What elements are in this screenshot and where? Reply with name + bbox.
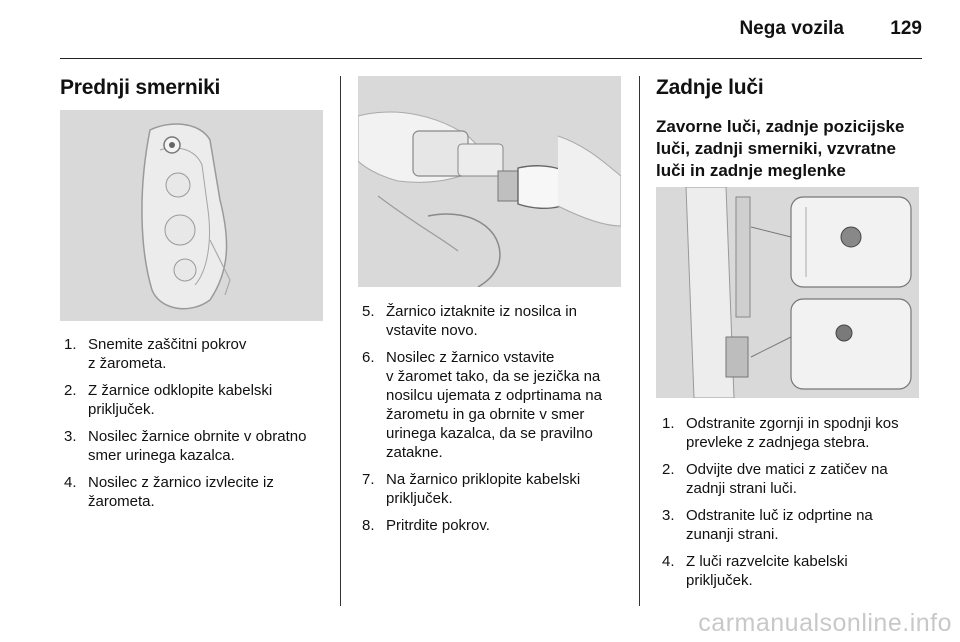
step-text: zatakne. bbox=[386, 444, 443, 461]
column-divider-right bbox=[639, 76, 640, 606]
step-text: prevleke z zadnjega stebra. bbox=[686, 434, 870, 451]
step-text: Na žarnico priklopite kabelski bbox=[386, 471, 581, 488]
list-item bbox=[662, 506, 932, 544]
running-title: Nega vozila bbox=[739, 18, 844, 39]
step-number: 6. bbox=[362, 349, 375, 366]
step-text: Z žarnice odklopite kabelski bbox=[88, 382, 273, 399]
header-rule bbox=[60, 58, 922, 59]
list-item bbox=[662, 552, 932, 590]
step-number: 1. bbox=[64, 336, 77, 353]
step-text: nosilcu ujemata z odprtinama na bbox=[386, 387, 602, 404]
list-item bbox=[362, 302, 632, 340]
subheading-line: Zavorne luči, zadnje pozicijske bbox=[656, 117, 905, 136]
step-text: smer urinega kazalca. bbox=[88, 447, 235, 464]
step-text: Odstranite zgornji in spodnji kos bbox=[686, 415, 899, 432]
step-text: Snemite zaščitni pokrov bbox=[88, 336, 247, 353]
step-text: Odvijte dve matici z zatičev na bbox=[686, 461, 888, 478]
figure-front-indicator-lamp bbox=[60, 110, 323, 321]
section-heading-rear-lights: Zadnje luči bbox=[656, 76, 764, 99]
step-text: z žarometa. bbox=[88, 355, 167, 372]
step-text: vstavite novo. bbox=[386, 322, 478, 339]
subheading-line: luči in zadnje meglenke bbox=[656, 161, 846, 180]
step-number: 3. bbox=[64, 428, 77, 445]
step-text: Nosilec žarnice obrnite v obratno bbox=[88, 428, 307, 445]
step-number: 5. bbox=[362, 303, 375, 320]
list-item bbox=[64, 381, 334, 419]
figure-rear-light-pillar bbox=[656, 187, 919, 398]
list-item bbox=[64, 473, 334, 511]
subheading-line: luči, zadnji smerniki, vzvratne bbox=[656, 139, 896, 158]
step-text: Nosilec z žarnico izvlecite iz bbox=[88, 474, 274, 491]
step-text: priključek. bbox=[386, 490, 453, 507]
step-text: Žarnico iztaknite iz nosilca in bbox=[386, 303, 577, 320]
subsection-heading bbox=[656, 116, 936, 182]
list-item bbox=[362, 348, 632, 462]
step-text: Pritrdite pokrov. bbox=[386, 517, 490, 534]
right-steps-list bbox=[662, 414, 932, 598]
page-header bbox=[60, 0, 922, 58]
watermark-text: carmanualsonline.info bbox=[698, 609, 952, 637]
step-number: 4. bbox=[64, 474, 77, 491]
left-steps-list bbox=[64, 335, 334, 519]
step-text: Odstranite luč iz odprtine na bbox=[686, 507, 873, 524]
middle-steps-list bbox=[362, 302, 632, 543]
step-text: zunanji strani. bbox=[686, 526, 779, 543]
step-text: urinega kazalca, da se pravilno bbox=[386, 425, 593, 442]
step-number: 4. bbox=[662, 553, 675, 570]
list-item bbox=[662, 414, 932, 452]
step-number: 2. bbox=[662, 461, 675, 478]
step-text: priključek. bbox=[686, 572, 753, 589]
step-number: 2. bbox=[64, 382, 77, 399]
step-text: v žaromet tako, da se jezička na bbox=[386, 368, 601, 385]
figure-bulb-holder bbox=[358, 76, 621, 287]
step-text: žarometa. bbox=[88, 493, 155, 510]
step-text: zadnji strani luči. bbox=[686, 480, 797, 497]
list-item bbox=[64, 427, 334, 465]
page-number: 129 bbox=[890, 18, 922, 39]
list-item bbox=[362, 516, 632, 535]
step-number: 7. bbox=[362, 471, 375, 488]
step-number: 8. bbox=[362, 517, 375, 534]
column-divider-left bbox=[340, 76, 341, 606]
section-heading-front-indicators: Prednji smerniki bbox=[60, 76, 221, 99]
list-item bbox=[362, 470, 632, 508]
step-number: 1. bbox=[662, 415, 675, 432]
step-text: Nosilec z žarnico vstavite bbox=[386, 349, 555, 366]
list-item bbox=[662, 460, 932, 498]
step-number: 3. bbox=[662, 507, 675, 524]
step-text: Z luči razvelcite kabelski bbox=[686, 553, 848, 570]
list-item bbox=[64, 335, 334, 373]
step-text: priključek. bbox=[88, 401, 155, 418]
step-text: žarometu in ga obrnite v smer bbox=[386, 406, 585, 423]
